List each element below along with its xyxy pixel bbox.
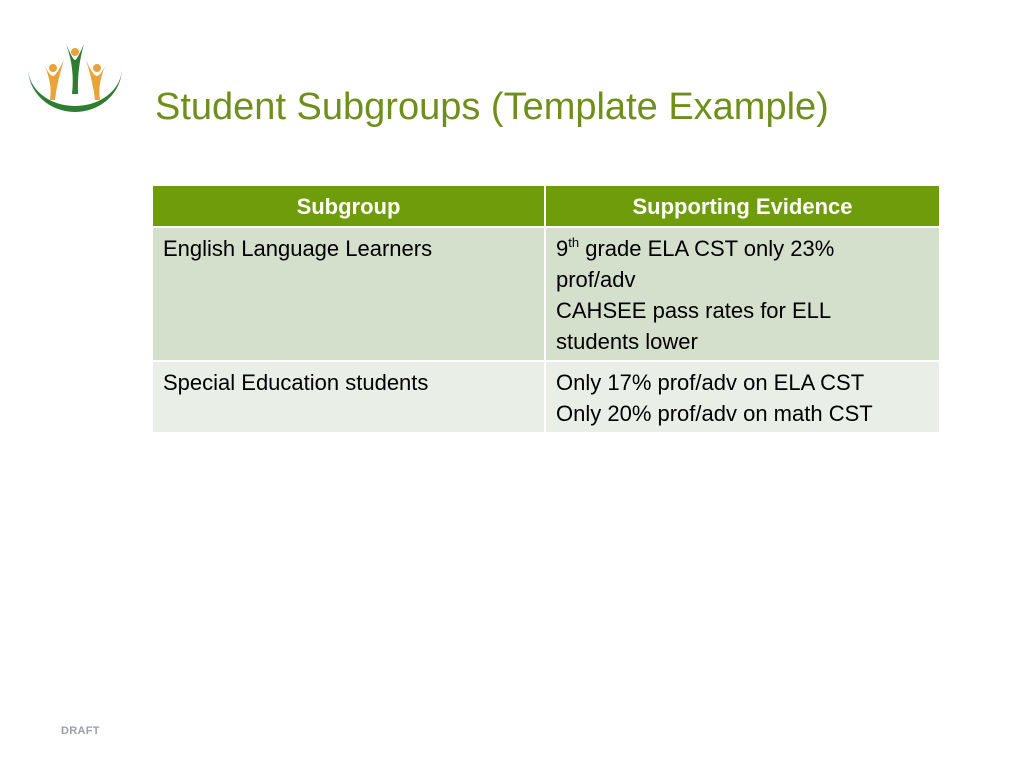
evidence-line: CAHSEE pass rates for ELL — [556, 298, 832, 323]
cell-supporting-evidence — [545, 227, 939, 361]
evidence-ordinal-suffix: th — [568, 235, 580, 250]
evidence-ordinal: 9 — [556, 236, 569, 261]
table-row — [153, 361, 939, 433]
evidence-line — [556, 233, 929, 264]
cell-subgroup: Special Education students — [153, 361, 545, 433]
column-header-supporting-evidence: Supporting Evidence — [545, 186, 939, 227]
cell-supporting-evidence — [545, 361, 939, 433]
evidence-line: students lower — [556, 329, 698, 354]
evidence-line-text: grade ELA CST only 23% — [579, 236, 835, 261]
evidence-line: Only 20% prof/adv on math CST — [556, 401, 873, 426]
column-header-subgroup: Subgroup — [153, 186, 545, 227]
table-header-row — [153, 186, 939, 227]
draft-footer: DRAFT — [61, 725, 100, 737]
evidence-line: Only 17% prof/adv on ELA CST — [556, 370, 865, 395]
evidence-line: prof/adv — [556, 267, 636, 292]
cell-subgroup: English Language Learners — [153, 227, 545, 361]
subgroups-table — [153, 186, 939, 434]
slide-title: Student Subgroups (Template Example) — [155, 86, 829, 128]
table-row — [153, 227, 939, 361]
figures-in-circle-logo-icon — [20, 38, 130, 118]
